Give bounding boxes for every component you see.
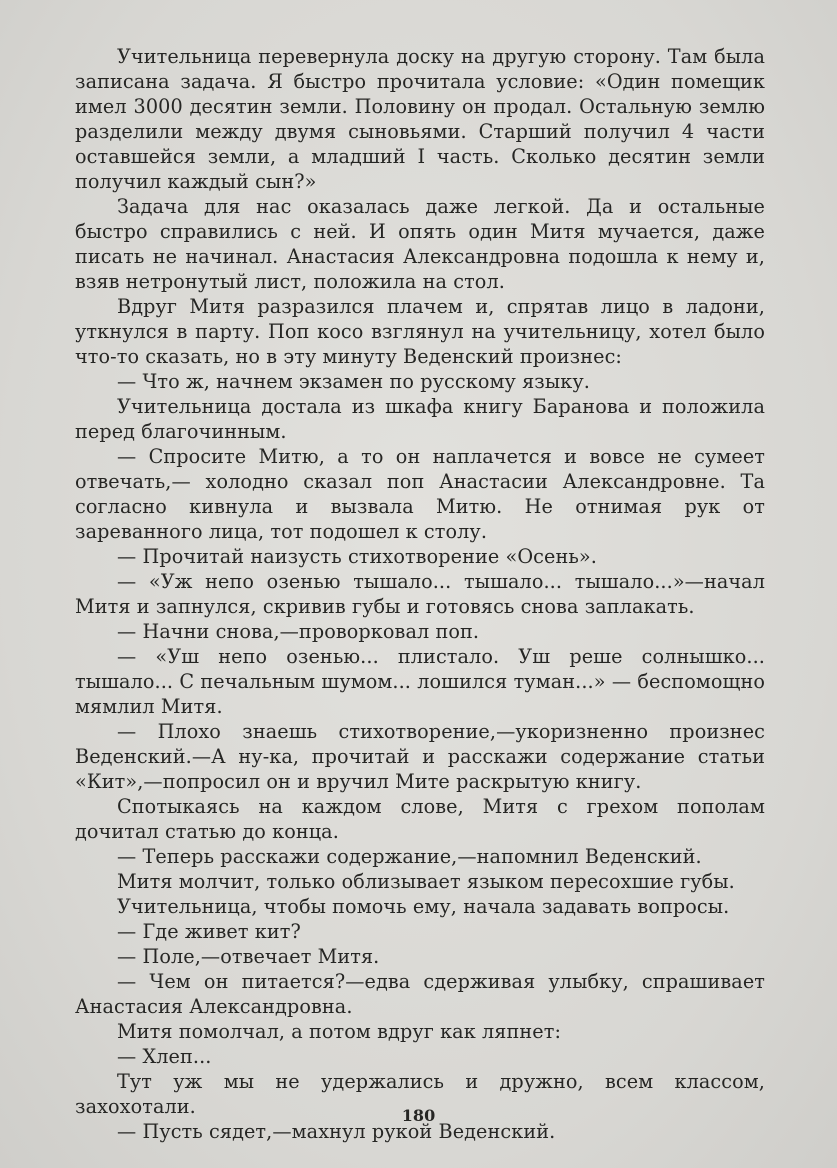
paragraph: — Хлеп... [117,1045,212,1068]
paragraph: — «Уш непо озенью... плистало. Уш реше солнышко... тышало... С печальным шумом... лошился туман...» — беспомощно мямлил Митя. [75,645,765,718]
paragraph: Тут уж мы не удержались и дружно, всем классом, захохотали. [75,1070,765,1118]
paragraph: — Начни снова,—проворковал поп. [117,620,480,643]
paragraph: — Прочитай наизусть стихотворение «Осень». [117,545,597,568]
page-body-text [75,44,765,1144]
paragraph: — Где живет кит? [117,920,301,943]
paragraph: — Теперь расскажи содержание,—напомнил Веденский. [117,845,702,868]
paragraph: — Чем он питается?—едва сдерживая улыбку, спрашивает Анастасия Александровна. [75,970,765,1018]
page-number: 180 [401,1106,436,1125]
paragraph: Учительница достала из шкафа книгу Баранова и положила перед благочинным. [75,395,765,443]
paragraph: Учительница, чтобы помочь ему, начала задавать вопросы. [117,895,730,918]
paragraph: Митя молчит, только облизывает языком пересохшие губы. [117,870,735,893]
paragraph: Задача для нас оказалась даже легкой. Да и остальные быстро справились с ней. И опять один Митя мучается, даже писать не начинал. Анастасия Александровна подошла к нему и, взяв нетронутый лист, положила на стол. [75,195,765,293]
paragraph: Вдруг Митя разразился плачем и, спрятав лицо в ладони, уткнулся в парту. Поп косо взглянул на учительницу, хотел было что-то сказать, но в эту минуту Веденский произнес: [75,295,765,368]
paragraph: — Что ж, начнем экзамен по русскому языку. [117,370,590,393]
paragraph: — Поле,—отвечает Митя. [117,945,380,968]
paragraph: Спотыкаясь на каждом слове, Митя с грехом пополам дочитал статью до конца. [75,795,765,843]
paragraph: — Плохо знаешь стихотворение,—укоризненно произнес Веденский.—А ну-ка, прочитай и расскажи содержание статьи «Кит»,—попросил он и вручил Мите раскрытую книгу. [75,720,765,793]
paragraph: — Спросите Митю, а то он наплачется и вовсе не сумеет отвечать,— холодно сказал поп Анастасии Александровне. Та согласно кивнула и вызвала Митю. Не отнимая рук от зареванного лица, тот подошел к столу. [75,445,765,543]
paragraph: Митя помолчал, а потом вдруг как ляпнет: [117,1020,562,1043]
paragraph: Учительница перевернула доску на другую сторону. Там была записана задача. Я быстро прочитала условие: «Один помещик имел 3000 десятин земли. Половину он продал. Остальную землю разделили между двумя сыновьями. Старший получил 4 части оставшейся земли, а младший I часть. Сколько десятин земли получил каждый сын?» [75,45,765,193]
paragraph: — «Уж непо озенью тышало... тышало... тышало...»—начал Митя и запнулся, скривив губы и готовясь снова заплакать. [75,570,765,618]
paragraph: — Пусть сядет,—махнул рукой Веденский. [117,1120,556,1143]
